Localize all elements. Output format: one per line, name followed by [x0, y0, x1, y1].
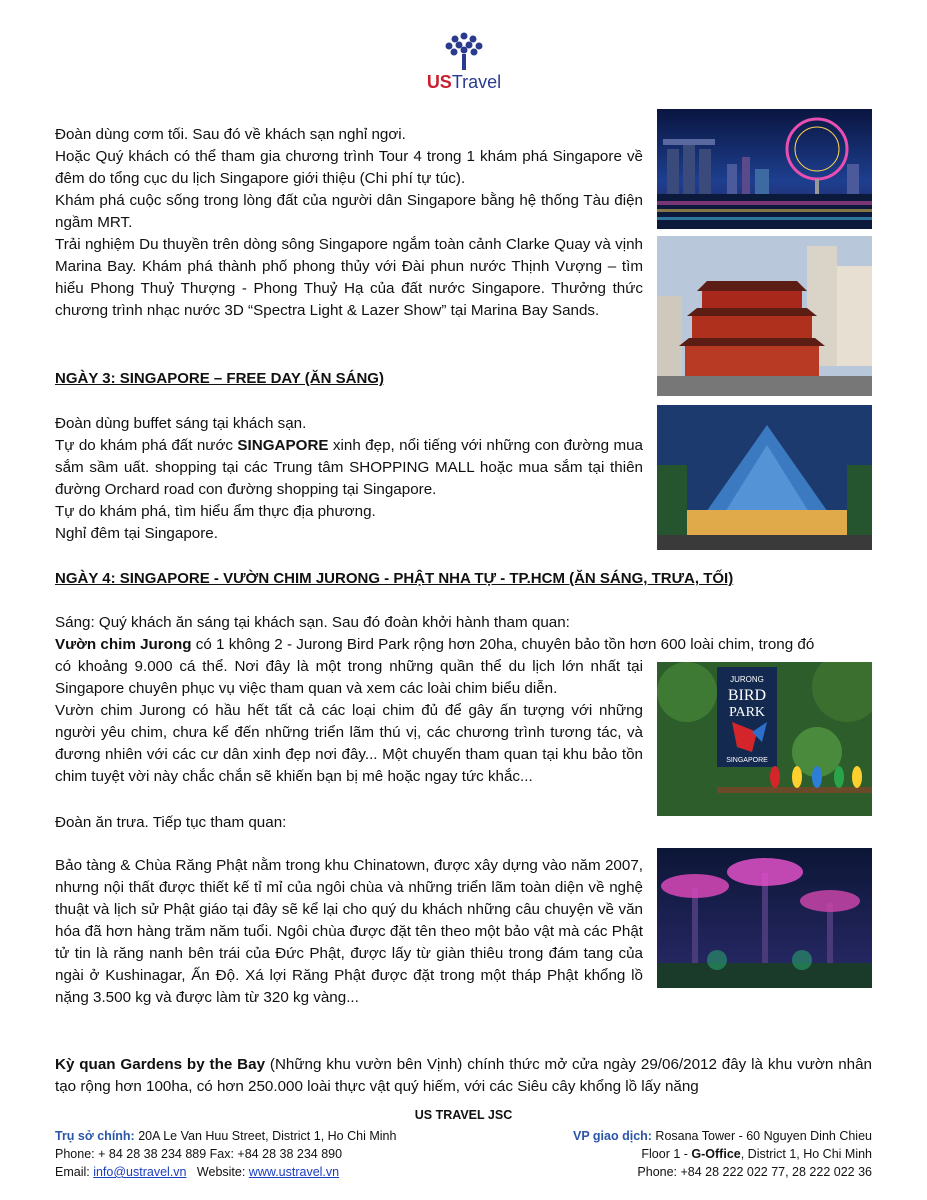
day4-bird-cont: có khoảng 9.000 cá thể. Nơi đây là một trong những quần thể du lịch lớn nhất tại Singapore chuyên phục vụ việc tham quan và xem các loài chim biểu diễn. — [55, 658, 643, 697]
day4-morning: Sáng: Quý khách ăn sáng tại khách sạn. Sau đó đoàn khởi hành tham quan: — [55, 614, 570, 631]
brand-us: US — [426, 72, 452, 92]
gardens-name: Kỳ quan Gardens by the Bay — [55, 1056, 266, 1073]
footer-hq-line — [55, 1127, 396, 1145]
vp-label: VP giao dịch: — [573, 1129, 652, 1143]
day3-heading: NGÀY 3: SINGAPORE – FREE DAY (ĂN SÁNG) — [55, 370, 384, 387]
day4-lunch: Đoàn ăn trưa. Tiếp tục tham quan: — [55, 814, 287, 831]
floor-office: G-Office — [691, 1147, 741, 1161]
hq-label: Trụ sở chính: — [55, 1129, 135, 1143]
vp-address: Rosana Tower - 60 Nguyen Dinh Chieu — [651, 1129, 872, 1143]
us-travel-logo — [414, 30, 514, 100]
footer-floor-line — [573, 1145, 872, 1163]
website-link[interactable]: www.ustravel.vn — [248, 1165, 340, 1179]
day3-breakfast: Đoàn dùng buffet sáng tại khách sạn. — [55, 415, 307, 432]
day2-mrt: Khám phá cuộc sống trong lòng đất của người dân Singapore bằng hệ thống Tàu điện ngầm MRT. — [55, 192, 643, 231]
email-label: Email: — [55, 1165, 94, 1179]
day2-night-tour: Hoặc Quý khách có thể tham gia chương trình Tour 4 trong 1 khám phá Singapore về đêm do tổng cục du lịch Singapore giới thiệu (Chi phí tự túc). — [55, 148, 643, 187]
day4-gardens — [55, 1054, 872, 1098]
sign-singapore: SINGAPORE — [726, 757, 768, 764]
sign-bird: BIRD — [727, 687, 767, 704]
hq-address: 20A Le Van Huu Street, District 1, Ho Chi Minh — [134, 1129, 397, 1143]
shopping-mall-photo — [657, 405, 872, 550]
brand-name — [414, 72, 514, 92]
day4-heading: NGÀY 4: SINGAPORE - VƯỜN CHIM JURONG - PHẬT NHA TỰ - TP.HCM (ĂN SÁNG, TRƯA, TỐI) — [55, 570, 734, 587]
footer-phone: Phone: + 84 28 38 234 889 Fax: +84 28 38 234 890 — [55, 1147, 343, 1161]
floor-pre: Floor 1 - — [641, 1147, 692, 1161]
day2-dinner-line: Đoàn dùng cơm tối. Sau đó về khách sạn nghỉ ngơi. — [55, 126, 406, 143]
email-link[interactable]: info@ustravel.vn — [93, 1165, 187, 1179]
day4-temple: Bảo tàng & Chùa Răng Phật nằm trong khu Chinatown, được xây dựng vào năm 2007, nhưng nội thất được thiết kế tỉ mỉ của ngôi chùa và những triển lãm toàn diện về nghệ thuật và lịch sử Phật giáo tại đây sẽ kể lại cho quý du khách những câu chuyện về văn hóa đã hơn hàng trăm năm tuổi. Ngôi chùa được đặt tên theo một bảo vật mà các Phật tử tin là răng nanh bên trái của Đức Phật, được lấy từ giàn thiêu trong đám tang của ngài ở Kushinagar, Ấn Độ. Xá lợi Răng Phật được đặt trong một tháp Phật khổng lồ nặng 3.500 kg và được làm từ 320 kg vàng... — [55, 857, 643, 1006]
gardens-desc: (Những khu vườn bên Vịnh) chính thức mở cửa ngày 29/06/2012 đây là khu vườn nhân tạo rộng hơn 100ha, có hơn 250.000 loài thực vật quý hiếm, với các Siêu cây khổng lồ lấy năng — [55, 1056, 872, 1095]
day3-explore — [55, 435, 643, 501]
day3-food: Tự do khám phá, tìm hiểu ẩm thực địa phương. — [55, 503, 376, 520]
footer-vp-phone: Phone: +84 28 222 022 77, 28 222 022 36 — [637, 1165, 872, 1179]
tree-logo-icon — [442, 30, 486, 72]
buddha-tooth-temple-photo — [657, 236, 872, 396]
day3-explore-pre: Tự do khám phá đất nước — [55, 437, 238, 454]
sign-park: PARK — [728, 705, 766, 720]
day3-explore-post: xinh đẹp, nổi tiếng với những con đường mua sắm sầm uất. shopping tại các Trung tâm SHOPPING MALL hoặc mua sắm tại thiên đường Orchard road con đường shopping tại Singapore. — [55, 437, 643, 498]
gardens-supertrees-photo — [657, 848, 872, 988]
jurong-bird-park-photo — [657, 662, 872, 816]
footer-vp-line — [573, 1127, 872, 1145]
website-label: Website: — [186, 1165, 249, 1179]
footer-head-office — [55, 1127, 396, 1181]
day2-cruise: Trải nghiệm Du thuyền trên dòng sông Singapore ngắm toàn cảnh Clarke Quay và vịnh Marina Bay. Khám phá thành phố phong thủy với Đài phun nước Thịnh Vượng – tìm hiểu Phong Thuỷ Thượng - Phong Thuỷ Hạ của đất nước Singapore. Thưởng thức chương trình nhạc nước 3D “Spectra Light & Lazer Show” tại Marina Bay Sands. — [55, 236, 643, 319]
bird-park-name: Vườn chim Jurong — [55, 636, 192, 653]
day3-explore-bold: SINGAPORE — [237, 437, 329, 454]
day4-bird-intro — [55, 634, 872, 656]
day4-bird-p2: Vườn chim Jurong có hầu hết tất cả các loại chim đủ để gây ấn tượng với những người yêu chim, chưa kể đến những triển lãm thú vị, các chương trình tương tác, và đương nhiên với các cư dân xinh đẹp nơi đây... Một chuyến tham quan tại khu bảo tồn chim tuyệt vời này chắc chắn sẽ khiến bạn bị mê hoặc ngay tức khắc... — [55, 702, 643, 785]
day3-night: Nghỉ đêm tại Singapore. — [55, 525, 218, 542]
floor-post: , District 1, Ho Chi Minh — [740, 1147, 872, 1161]
brand-travel: Travel — [451, 72, 502, 92]
footer-branch-office — [573, 1127, 872, 1181]
sign-jurong: JURONG — [730, 675, 764, 684]
footer-company: US TRAVEL JSC — [414, 1108, 513, 1122]
marina-bay-night-photo — [657, 109, 872, 229]
footer-contact-line — [55, 1163, 396, 1181]
bird-park-desc: có 1 không 2 - Jurong Bird Park rộng hơn 20ha, chuyên bảo tồn hơn 600 loài chim, trong đó — [191, 636, 815, 653]
